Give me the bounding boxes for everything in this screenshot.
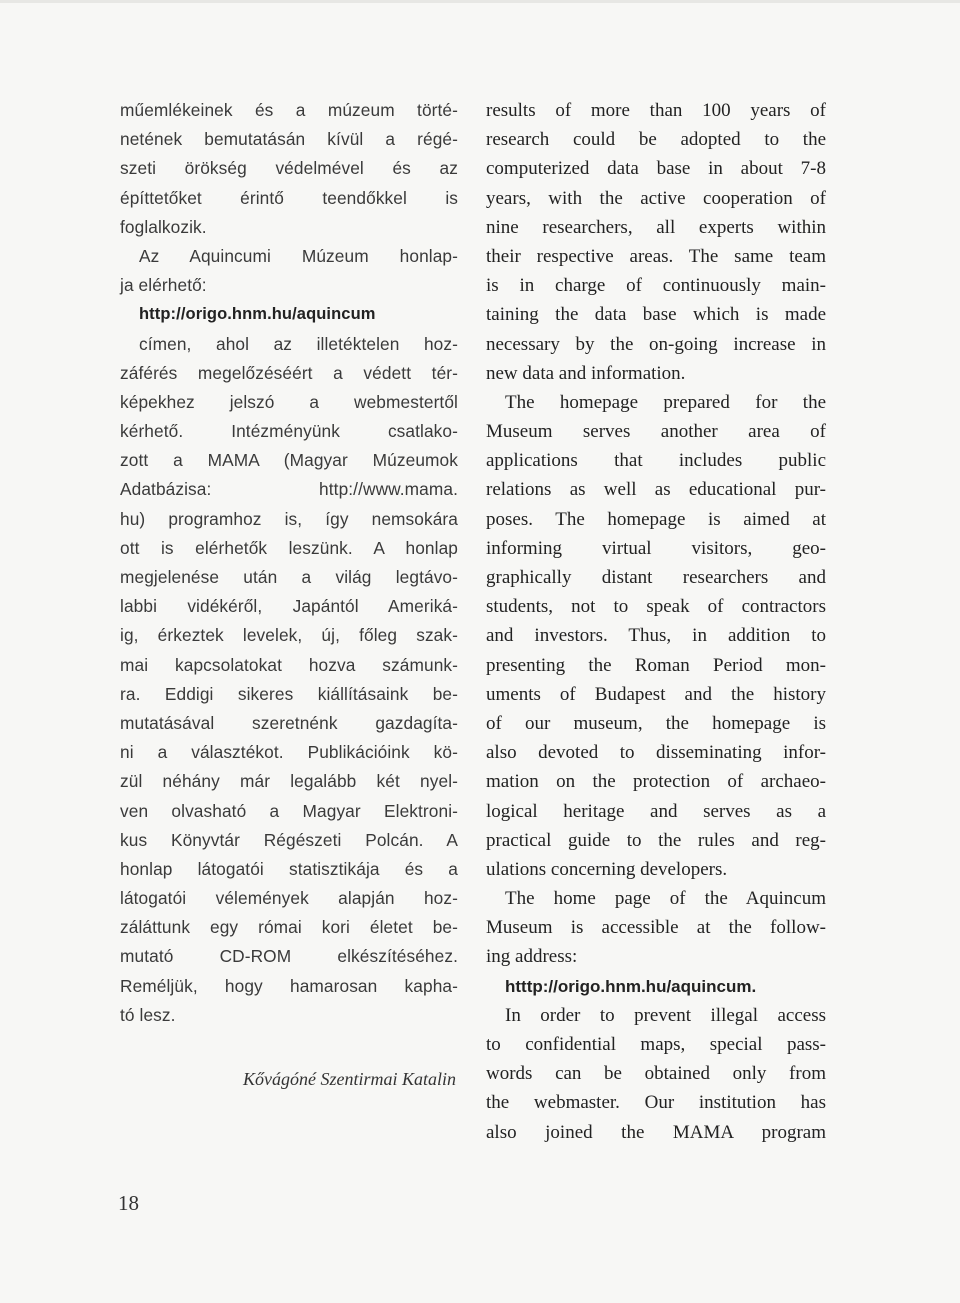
left-column-text-line: mutatásával szeretnénk gazdagíta- [120,712,458,733]
right-column-text-line: words can be obtained only from [486,1063,826,1085]
right-column-text-line: necessary by the on-going increase in [486,333,826,355]
left-column-text-line: műemlékeinek és a múzeum törté- [120,100,458,120]
right-text-column [486,96,826,1147]
right-column-text-line: research could be adopted to the [486,129,826,151]
left-column-text-line: ig, érkeztek levelek, új, főleg szak- [120,625,458,646]
right-column-text-line: ulations concerning developers. [486,858,728,880]
left-column-text-line: ja elérhető: [120,275,207,296]
right-column-text-line: informing virtual visitors, geo- [486,537,826,559]
right-column-text-line: results of more than 100 years of [486,100,826,121]
right-column-text-line: their respective areas. The same team [486,245,826,267]
left-column-text-line: építtetőket érintő teendőkkel is [120,187,458,208]
left-column-text-line: Adatbázisa: http://www.mama. [120,479,458,500]
right-column-text-line: The home page of the Aquincum [505,888,826,910]
left-column-text-line: tó lesz. [120,1004,176,1025]
right-column-text-line: years, with the active cooperation of [486,187,826,209]
right-column-text-line: practical guide to the rules and reg- [486,829,826,851]
right-column-text-line: ing address: [486,946,578,968]
right-column-text-line: applications that includes public [486,450,826,472]
right-column-text-line: the webmaster. Our institution has [486,1092,826,1114]
right-column-text-line: computerized data base in about 7-8 [486,158,826,180]
author-signature: Kővágóné Szentirmai Katalin [243,1069,456,1089]
left-column-text-line: ra. Eddigi sikeres kiállításaink be- [120,683,458,704]
right-column-text-line: mation on the protection of archaeo- [486,771,826,793]
left-column-text-line: záférés megelőzéséért a védett tér- [120,362,458,383]
left-column-text-line: záláttunk egy római kori életet be- [120,917,458,938]
right-column-text-line: The homepage prepared for the [505,391,826,413]
left-column-text-line: kus Könyvtár Régészeti Polcán. A [120,829,458,850]
right-column-url-line: htttp://origo.hnm.hu/aquincum. [505,976,757,996]
left-column-text-line: Az Aquincumi Múzeum honlap- [139,245,458,266]
right-column-text-line: In order to prevent illegal access [505,1004,826,1026]
left-column-text-line: foglalkozik. [120,216,207,237]
left-column-text-line: netének bemutatásán kívül a régé- [120,129,458,150]
right-column-text-line: is in charge of continuously main- [486,275,826,297]
left-column-text-line: zott a MAMA (Magyar Múzeumok [120,450,458,471]
left-column-text-line: kérhető. Intézményünk csatlako- [120,421,458,442]
left-text-column [120,96,458,1030]
left-column-text-line: hu) programhoz is, így nemsokára [120,508,458,529]
left-column-text-line: képekhez jelszó a webmestertől [120,391,458,412]
right-column-text-line: new data and information. [486,362,686,384]
left-column-text-line: ven olvasható a Magyar Elektroni- [120,800,458,821]
left-column-text-line: ott is elérhetők leszünk. A honlap [120,537,458,558]
right-column-text-line: poses. The homepage is aimed at [486,508,826,530]
right-column-text-line: taining the data base which is made [486,304,826,326]
left-column-text-line: szeti örökség védelmével és az [120,158,458,179]
left-column-text-line: mutató CD-ROM elkészítéséhez. [120,946,458,967]
right-column-text-line: presenting the Roman Period mon- [486,654,826,676]
right-column-text-line: relations as well as educational pur- [486,479,826,501]
right-column-text-line: of our museum, the homepage is [486,712,826,734]
right-column-text-line: graphically distant researchers and [486,567,826,588]
right-column-text-line: also devoted to disseminating infor- [486,742,826,764]
left-column-text-line: ni a választékot. Publikációink kö- [120,742,458,763]
left-column-text-line: látogatói vélemények alapján hoz- [120,888,458,909]
left-column-text-line: Reméljük, hogy hamarosan kapha- [120,975,458,996]
right-column-text-line: nine researchers, all experts within [486,216,826,238]
page-number: 18 [118,1191,139,1215]
left-column-text-line: megjelenése után a világ legtávo- [120,567,458,587]
right-column-text-line: students, not to speak of contractors [486,596,826,618]
right-column-text-line: logical heritage and serves as a [486,800,826,822]
right-column-text-line: to confidential maps, special pass- [486,1034,826,1055]
right-column-text-line: Museum serves another area of [486,421,826,443]
right-column-text-line: Museum is accessible at the follow- [486,917,826,939]
left-column-text-line: labbi vidékéről, Japántól Ameriká- [120,596,458,617]
left-column-text-line: címen, ahol az illetéktelen hoz- [139,333,458,354]
left-column-url-line: http://origo.hnm.hu/aquincum [139,305,376,324]
right-column-text-line: and investors. Thus, in addition to [486,625,826,647]
left-column-text-line: honlap látogatói statisztikája és a [120,858,458,879]
right-column-text-line: also joined the MAMA program [486,1121,826,1143]
top-edge-rule [0,0,960,3]
left-column-text-line: zül néhány már legalább két nyel- [120,771,458,792]
right-column-text-line: uments of Budapest and the history [486,683,826,705]
left-column-text-line: mai kapcsolatokat hozva számunk- [120,654,458,675]
